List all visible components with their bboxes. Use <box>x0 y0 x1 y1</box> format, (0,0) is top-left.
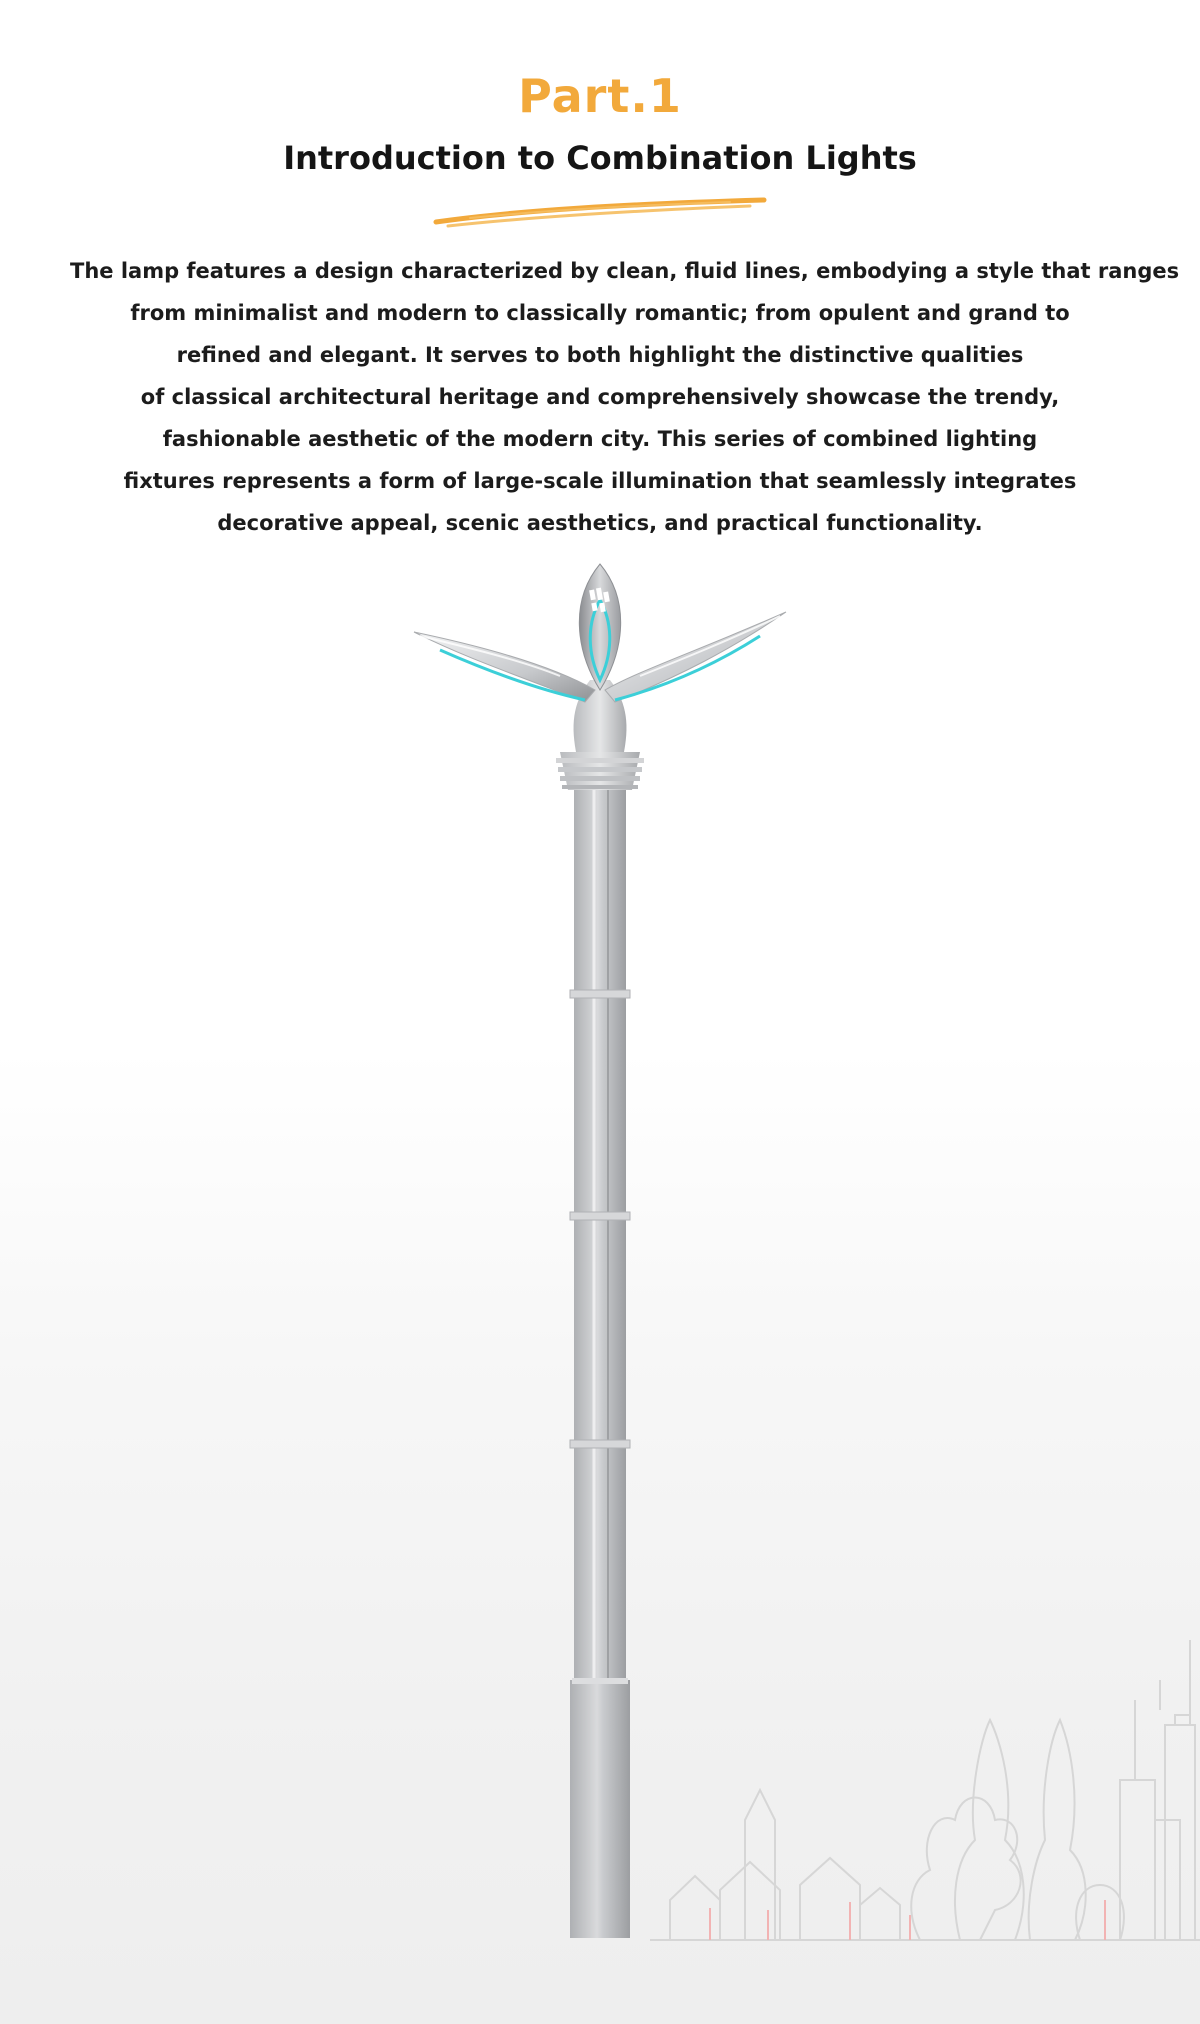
description-line: fixtures represents a form of large-scale illumination that seamlessly integrates <box>123 469 1077 493</box>
description-line: of classical architectural heritage and comprehensively showcase the trendy, <box>140 385 1060 409</box>
brush-stroke-icon <box>430 196 770 230</box>
description-line: fashionable aesthetic of the modern city. This series of combined lighting <box>162 427 1038 451</box>
section-header <box>0 68 1200 178</box>
part-label: Part.1 <box>518 69 682 123</box>
description-line: refined and elegant. It serves to both highlight the distinctive qualities <box>176 343 1024 367</box>
city-skyline-icon <box>650 1640 1200 1950</box>
description-line: The lamp features a design characterized by clean, fluid lines, embodying a style that ranges <box>70 259 1180 283</box>
description-line: from minimalist and modern to classically romantic; from opulent and grand to <box>130 301 1070 325</box>
description-line: decorative appeal, scenic aesthetics, and practical functionality. <box>217 511 983 535</box>
section-title: Introduction to Combination Lights <box>283 139 917 177</box>
description <box>70 250 1180 544</box>
